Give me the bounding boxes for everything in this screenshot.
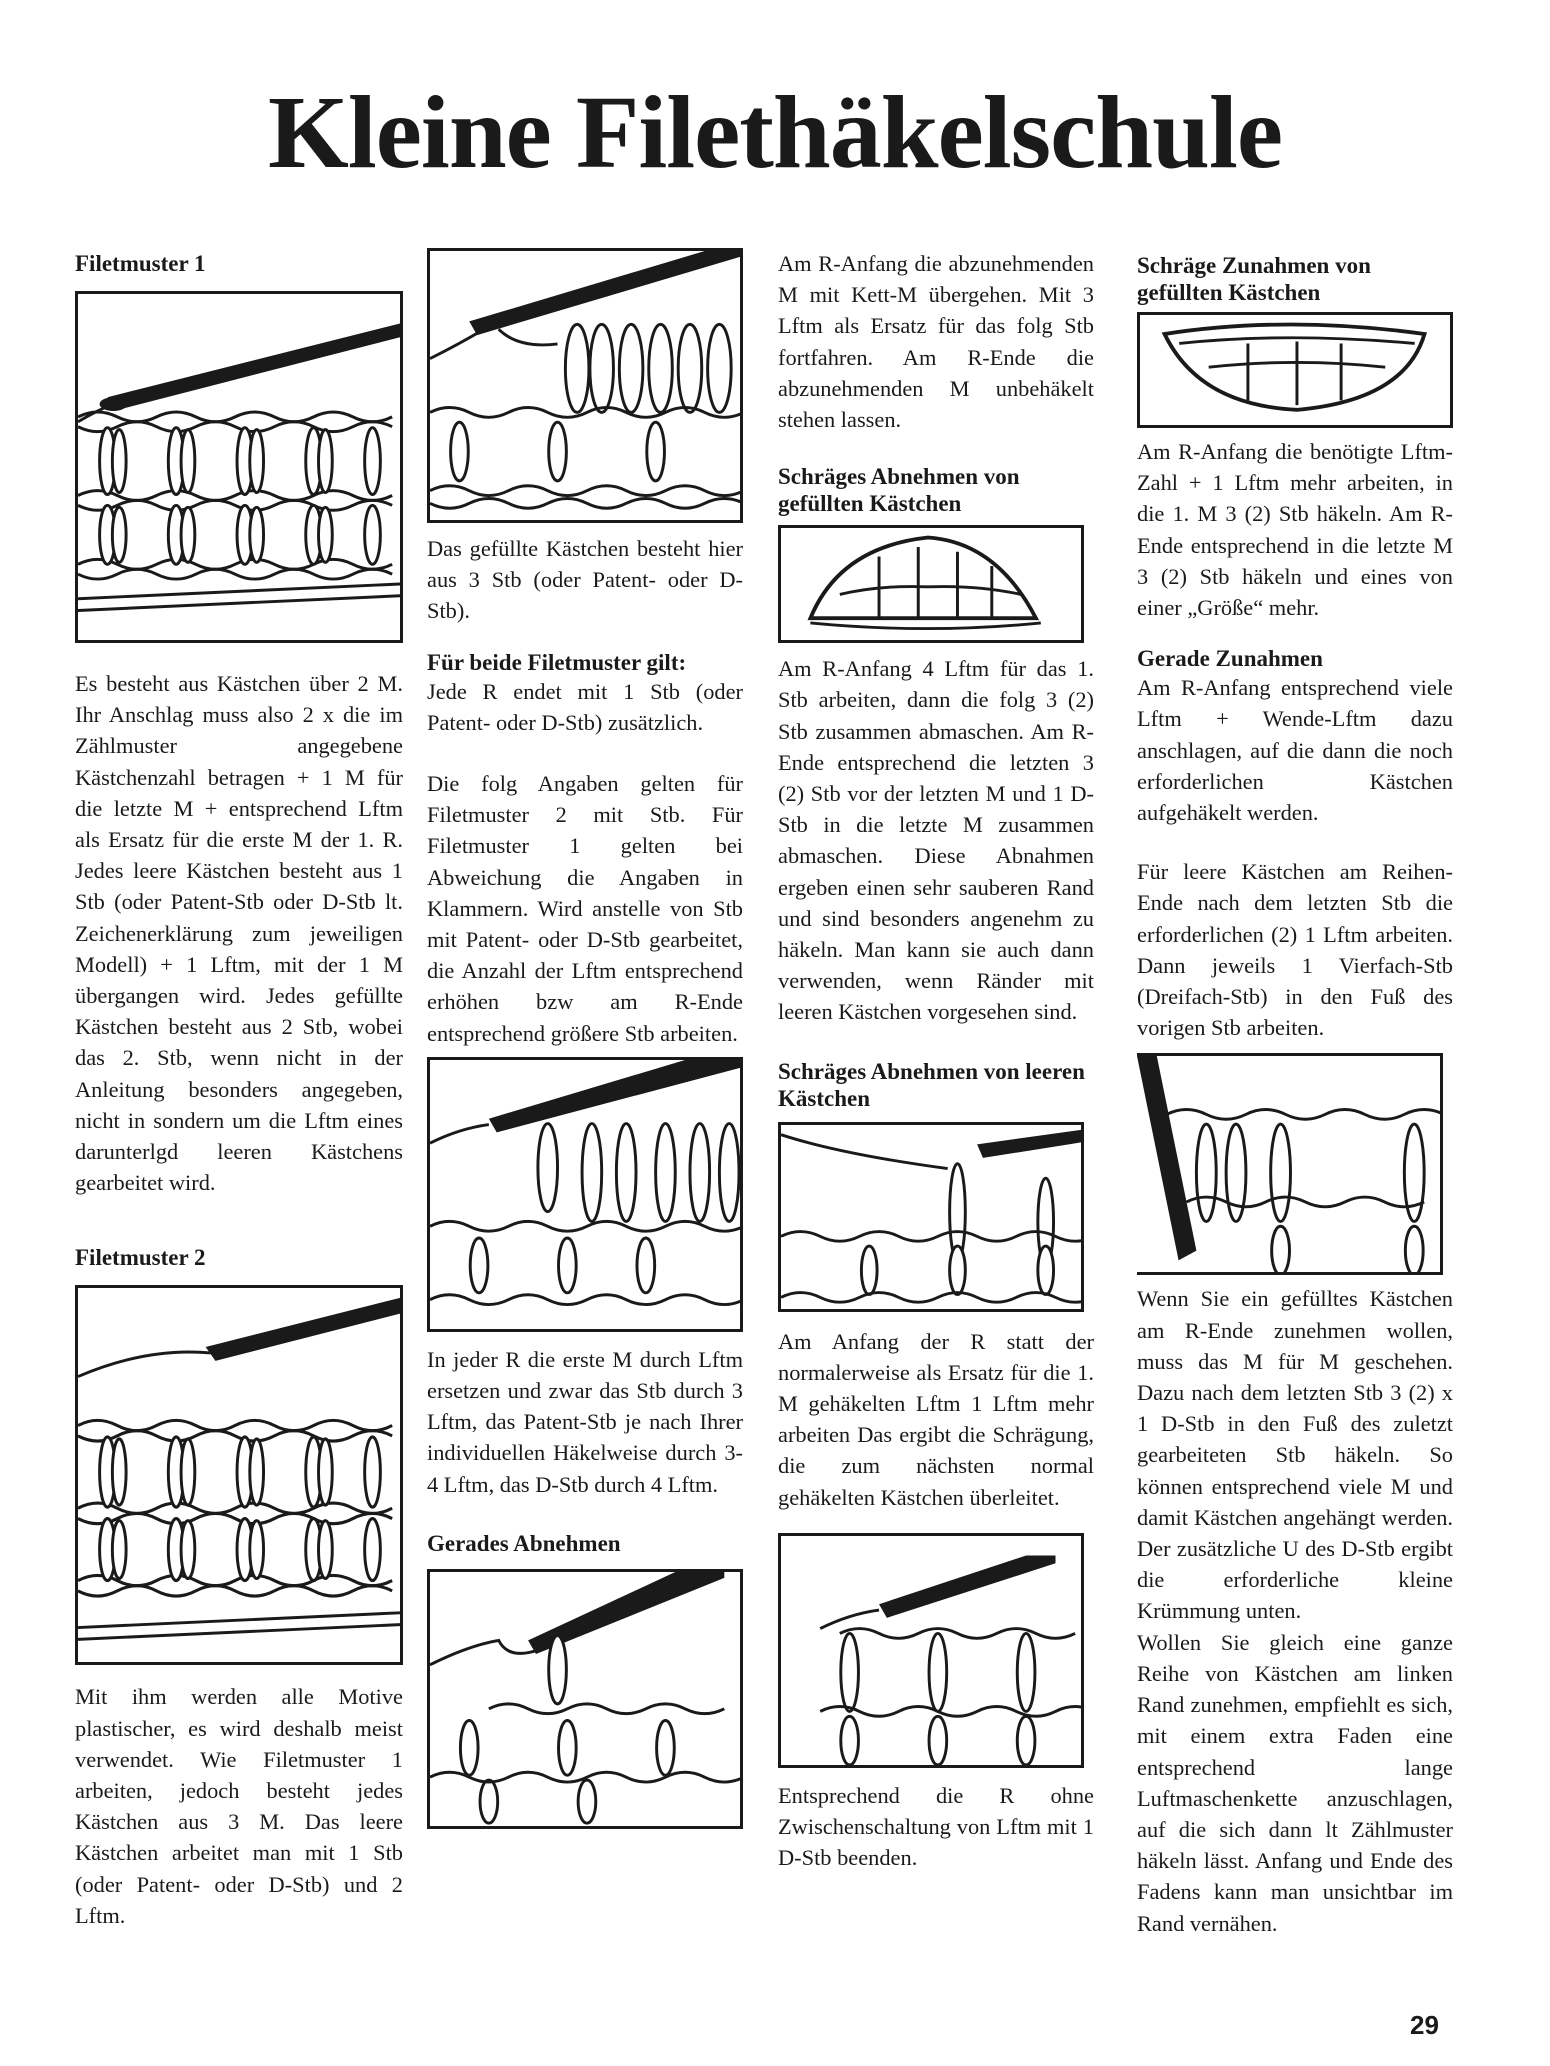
- crochet-hook-icon: [430, 251, 740, 520]
- figure-filetmuster-1: [75, 291, 403, 643]
- figure-filled-box: [427, 248, 743, 523]
- crochet-increase-shape-icon: [1140, 315, 1450, 425]
- figure-slanted-decrease-filled: [778, 525, 1084, 643]
- column-4: [1137, 252, 1453, 1939]
- page-title: Kleine Filethäkelschule: [267, 75, 1283, 190]
- paragraph: Jede R endet mit 1 Stb (oder Patent- oder D-Stb) zusätzlich.: [427, 678, 743, 735]
- heading-filetmuster-2: Filetmuster 2: [75, 1245, 206, 1271]
- heading-slanted-decrease-filled: Schräges Abnehmen von gefüllten Kästchen: [778, 464, 1020, 517]
- crochet-hook-icon: [78, 294, 400, 640]
- heading-straight-increase: Gerade Zunahmen: [1137, 646, 1323, 672]
- figure-row-start: [427, 1057, 743, 1332]
- figure-slanted-increase-filled: [1137, 312, 1453, 428]
- figure-filetmuster-2: [75, 1285, 403, 1665]
- heading-slanted-increase-filled: Schräge Zunahmen von gefüllten Kästchen: [1137, 253, 1371, 305]
- heading-straight-decrease: Gerades Abnehmen: [427, 1530, 621, 1556]
- paragraph: In jeder R die erste M durch Lftm ersetzen und zwar das Stb durch 3 Lftm, das Patent-Stb je nach Ihrer individuellen Häkelweise durch 3-4 Lftm, das D-Stb durch 4 Lftm.: [427, 1346, 743, 1497]
- column-3: [778, 250, 1094, 1873]
- heading-filetmuster-1: Filetmuster 1: [75, 251, 206, 276]
- paragraph: Am R-Anfang entsprechend viele Lftm + Wende-Lftm dazu anschlagen, auf die dann die noch erforderlichen Kästchen aufgehäkelt werden.: [1137, 675, 1453, 826]
- paragraph: Am Anfang der R statt der normalerweise als Ersatz für die 1. M gehäkelten Lftm 1 Lftm mehr arbeiten Das ergibt die Schrägung, die zum nächsten normal gehäkelten Kästchen überleitet.: [778, 1328, 1094, 1510]
- heading-both-patterns: Für beide Filetmuster gilt:: [427, 649, 687, 675]
- paragraph: Am R-Anfang 4 Lftm für das 1. Stb arbeiten, dann die folg 3 (2) Stb zusammen abmaschen. Am R-Ende entsprechend die letzten 3 (2) Stb vor der letzten M und 1 D-Stb in die letzte M zusammen abmaschen. Diese Abnahmen ergeben einen sehr sauberen Rand und sind besonders angenehm zu häkeln. Man kann sie auch dann verwenden, wenn Ränder mit leeren Kästchen vorgesehen sind.: [778, 656, 1094, 1025]
- column-1: [75, 250, 403, 1931]
- paragraph: Mit ihm werden alle Motive plastischer, es wird deshalb meist verwendet. Wie Filetmuster 1 arbeiten, jedoch besteht jedes Kästchen aus 3 M. Das leere Kästchen arbeitet man mit 1 Stb (oder Patent- oder D-Stb) und 2 Lftm.: [75, 1684, 403, 1928]
- paragraph: Das gefüllte Kästchen besteht hier aus 3 Stb (oder Patent- oder D-Stb).: [427, 536, 743, 624]
- paragraph: Es besteht aus Kästchen über 2 M. Ihr Anschlag muss also 2 x die im Zählmuster angegebene Kästchenzahl betragen + 1 M für die letzte M + entsprechend Lftm als Ersatz für die erste M der 1. R. Jedes leere Kästchen besteht aus 1 Stb (oder Patent-Stb oder D-Stb lt. Zeichenerklärung zum jeweiligen Modell) + 1 Lftm, mit der 1 M übergangen wird. Jedes gefüllte Kästchen besteht aus 2 Stb, wobei das 2. Stb, wenn nicht in der Anleitung besonders angegeben, nicht in sondern um die Lftm eines darunterlgd leeren Kästchens gearbeitet wird.: [75, 671, 403, 1196]
- figure-row-end: [778, 1533, 1084, 1768]
- crochet-hook-icon: [1137, 1056, 1440, 1272]
- column-2: [427, 250, 743, 1829]
- crochet-decrease-shape-icon: [781, 528, 1081, 640]
- paragraph: Am R-Anfang die benötigte Lftm-Zahl + 1 Lftm mehr arbeiten, in die 1. M 3 (2) Stb häkeln. Am R-Ende entsprechend in die letzte M 3 (2) Stb häkeln und eines von einer „Größe“ mehr.: [1137, 439, 1453, 621]
- heading-slanted-decrease-empty: Schräges Abnehmen von leeren Kästchen: [778, 1058, 1085, 1111]
- paragraph: Die folg Angaben gelten für Filetmuster 2 mit Stb. Für Filetmuster 1 gelten bei Abweichung die Angaben in Klammern. Wird anstelle von Stb mit Patent- oder D-Stb gearbeitet, die Anzahl der Lftm entsprechend erhöhen bzw am R-Ende entsprechend größere Stb arbeiten.: [427, 771, 743, 1046]
- paragraph: Für leere Kästchen am Reihen-Ende nach dem letzten Stb die erforderlichen (2) 1 Lftm arbeiten. Dann jeweils 1 Vierfach-Stb (Dreifach-Stb) in den Fuß des vorigen Stb arbeiten.: [1137, 859, 1453, 1041]
- paragraph: Entsprechend die R ohne Zwischenschaltung von Lftm mit 1 D-Stb beenden.: [778, 1782, 1094, 1871]
- crochet-hook-icon: [781, 1536, 1081, 1765]
- figure-slanted-decrease-empty: [778, 1122, 1084, 1312]
- figure-straight-increase: [1137, 1053, 1443, 1275]
- paragraph: Am R-Anfang die abzunehmenden M mit Kett-M übergehen. Mit 3 Lftm als Ersatz für das folg Stb fortfahren. Am R-Ende die abzunehmenden M unbehäkelt stehen lassen.: [778, 251, 1094, 433]
- page-number: 29: [1410, 2010, 1439, 2040]
- crochet-hook-icon: [430, 1572, 740, 1826]
- paragraph: Wenn Sie ein gefülltes Kästchen am R-Ende zunehmen wollen, muss das M für M geschehen. Dazu nach dem letzten Stb 3 (2) x 1 D-Stb in den Fuß des zuletzt gearbeiteten Stb häkeln. So können entsprechend viele M und damit Kästchen angehängt werden. Der zusätzliche U des D-Stb ergibt die erforderliche kleine Krümmung unten.: [1137, 1286, 1453, 1624]
- crochet-hook-icon: [430, 1060, 740, 1329]
- crochet-hook-icon: [781, 1125, 1081, 1309]
- crochet-hook-icon: [78, 1288, 400, 1662]
- figure-straight-decrease: [427, 1569, 743, 1829]
- paragraph: Wollen Sie gleich eine ganze Reihe von Kästchen am linken Rand zunehmen, empfiehlt es sich, mit einem extra Faden eine entsprechend lange Luftmaschenkette anzuschlagen, auf die sich dann lt Zählmuster häkeln lässt. Anfang und Ende des Fadens kann man unsichtbar im Rand vernähen.: [1137, 1629, 1453, 1936]
